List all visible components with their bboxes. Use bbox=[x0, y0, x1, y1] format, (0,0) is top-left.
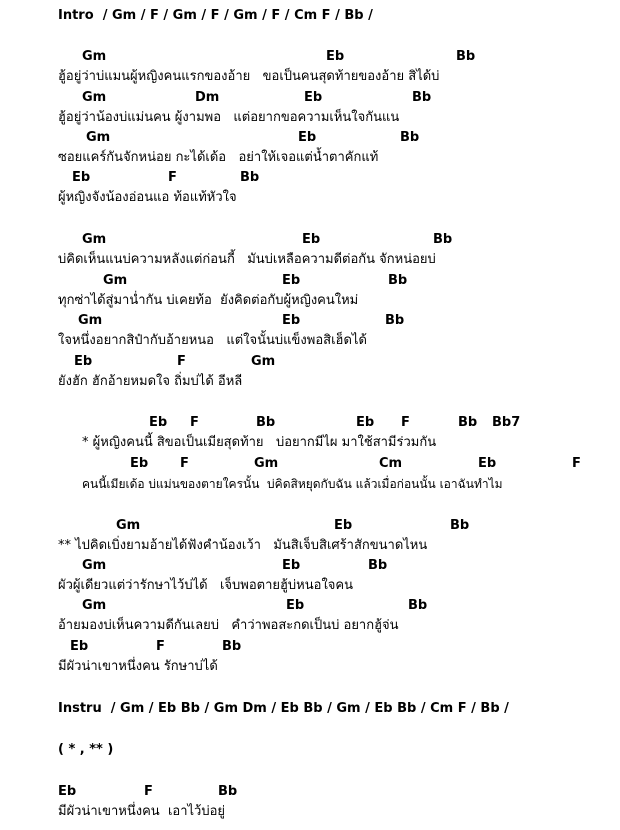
chord: Bb bbox=[218, 784, 238, 799]
chorus2-lyric-row-1 bbox=[0, 538, 620, 558]
chord: Eb bbox=[286, 598, 305, 613]
verse1-lyric-row-2 bbox=[0, 110, 620, 130]
chord: Bb bbox=[408, 598, 428, 613]
lyric-line: ผัวผู้เดียวแต่ว่ารักษาไว้บ่ได้ เจ็บพอตายฮู้บ่หนอใจคน bbox=[58, 578, 353, 593]
chorus2-chord-row-3 bbox=[0, 598, 620, 618]
chord: Bb bbox=[412, 90, 432, 105]
chorus2-chord-row-1 bbox=[0, 518, 620, 538]
lyric-line: ฮู้อยู่ว่าบ่แมนผู้หญิงคนแรกของอ้าย ขอเป็นคนสุดท้ายของอ้าย สิได้บ่ bbox=[58, 69, 440, 84]
chord: F bbox=[177, 354, 186, 369]
chord: F bbox=[144, 784, 153, 799]
verse1-chord-row-3 bbox=[0, 130, 620, 150]
repeat-marker: ( * , ** ) bbox=[58, 742, 114, 757]
outro-lyric-row bbox=[0, 804, 620, 824]
chord: Bb bbox=[368, 558, 388, 573]
chord: Gm bbox=[82, 90, 107, 105]
chord: Dm bbox=[195, 90, 220, 105]
chord: Bb bbox=[400, 130, 420, 145]
chord: Gm bbox=[103, 273, 128, 288]
verse2-lyric-row-2 bbox=[0, 293, 620, 313]
lyric-line: ผู้หญิงจังน้องอ่อนแอ ท้อแท้หัวใจ bbox=[58, 190, 237, 205]
chord: Gm bbox=[78, 313, 103, 328]
chord: Gm bbox=[82, 598, 107, 613]
chord: Bb bbox=[458, 415, 478, 430]
chord: Eb bbox=[149, 415, 168, 430]
chord: F bbox=[180, 456, 189, 471]
lyric-line: มีผัวน่าเขาหนึ่งคน เอาไว้บ่อยู่ bbox=[58, 804, 226, 819]
chorus1-chord-row-1 bbox=[0, 415, 620, 435]
verse1-chord-row-4 bbox=[0, 170, 620, 190]
verse1-lyric-row-4 bbox=[0, 190, 620, 210]
chord: Gm bbox=[86, 130, 111, 145]
chord: Gm bbox=[116, 518, 141, 533]
chord: Bb bbox=[456, 49, 476, 64]
lyric-line: คนนี้เมียเด้อ บ่แม่นของตายใครนั้น บ่คิดสิหยุดกับฉัน แล้วเมื่อก่อนนั้น เอาฉันทำไม bbox=[82, 477, 503, 491]
chord: Eb bbox=[334, 518, 353, 533]
chord: Bb bbox=[450, 518, 470, 533]
chord: Eb bbox=[478, 456, 497, 471]
chord: Eb bbox=[130, 456, 149, 471]
chord: Bb7 bbox=[492, 415, 521, 430]
chorus2-lyric-row-2 bbox=[0, 578, 620, 598]
chord: Eb bbox=[282, 273, 301, 288]
chord: Bb bbox=[256, 415, 276, 430]
chorus1-lyric-row-1 bbox=[0, 435, 620, 455]
chord: F bbox=[168, 170, 177, 185]
instru-progression: Instru / Gm / Eb Bb / Gm Dm / Eb Bb / Gm / Eb Bb / Cm F / Bb / bbox=[58, 701, 509, 716]
chord: Bb bbox=[433, 232, 453, 247]
lyric-line: บ่คิดเห็นแนบ่ความหลังแต่ก่อนกี้ มันบ่เหลือความดีต่อกัน จักหน่อยบ่ bbox=[58, 252, 436, 267]
outro-chord-row bbox=[0, 784, 620, 804]
chorus2-lyric-row-3 bbox=[0, 618, 620, 638]
repeat-line bbox=[0, 742, 620, 762]
chord: Eb bbox=[72, 170, 91, 185]
verse1-chord-row-1 bbox=[0, 49, 620, 69]
chord: Gm bbox=[82, 558, 107, 573]
chord: Eb bbox=[58, 784, 77, 799]
lyric-line: ฮู้อยู่ว่าน้องบ่แม่นคน ผู้งามพอ แต่อยากขอความเห็นใจกันแน bbox=[58, 110, 400, 125]
chord: Eb bbox=[298, 130, 317, 145]
chord: Bb bbox=[222, 639, 242, 654]
verse2-lyric-row-3 bbox=[0, 333, 620, 353]
lyric-line: ซอยแคร์กันจักหน่อย กะได้เด้อ อย่าให้เจอแต่น้ำตาคักแท้ bbox=[58, 150, 379, 165]
chord: F bbox=[156, 639, 165, 654]
chord: Eb bbox=[302, 232, 321, 247]
chord: Bb bbox=[385, 313, 405, 328]
chord: Gm bbox=[82, 232, 107, 247]
lyric-line: มีผัวน่าเขาหนึ่งคน รักษาบ่ได้ bbox=[58, 659, 218, 674]
chorus2-chord-row-4 bbox=[0, 639, 620, 659]
verse2-chord-row-4 bbox=[0, 354, 620, 374]
instru-line bbox=[0, 701, 620, 721]
chord: Eb bbox=[282, 558, 301, 573]
verse1-lyric-row-3 bbox=[0, 150, 620, 170]
chord: F bbox=[190, 415, 199, 430]
verse2-chord-row-3 bbox=[0, 313, 620, 333]
chord: F bbox=[572, 456, 581, 471]
chord: Gm bbox=[254, 456, 279, 471]
chord: Gm bbox=[82, 49, 107, 64]
chord: Bb bbox=[240, 170, 260, 185]
chord: Cm bbox=[379, 456, 403, 471]
lyric-line: ใจหนึ่งอยากสิป๋ากับอ้ายหนอ แต่ใจนั้นบ่แข็งพอสิเฮ็ดได้ bbox=[58, 333, 367, 348]
chord: Gm bbox=[251, 354, 276, 369]
chord: Eb bbox=[70, 639, 89, 654]
lyric-line: ยังฮัก ฮักอ้ายหมดใจ ถิ่มบ่ได้ อีหลี bbox=[58, 374, 243, 389]
chord: Eb bbox=[356, 415, 375, 430]
chorus2-chord-row-2 bbox=[0, 558, 620, 578]
chord: Eb bbox=[74, 354, 93, 369]
lyric-line: ทุกซ่าได้สู่มาน่ำกัน บ่เคยท้อ ยังคิดต่อกับผู้หญิงคนใหม่ bbox=[58, 293, 359, 308]
verse2-chord-row-1 bbox=[0, 232, 620, 252]
chord: Eb bbox=[304, 90, 323, 105]
lyric-line: อ้ายมองบ่เห็นความดีกันเลยบ่ คำว่าพอสะกดเป็นบ่ อยากฮู้จ่น bbox=[58, 618, 399, 633]
chord: Bb bbox=[388, 273, 408, 288]
verse2-chord-row-2 bbox=[0, 273, 620, 293]
lyric-line: ** ไปคิดเบิ่งยามอ้ายได้ฟังคำน้องเว้า มันสิเจ็บสิเศร้าสักขนาดไหน bbox=[58, 538, 428, 553]
chorus1-chord-row-2 bbox=[0, 456, 620, 476]
chord: F bbox=[401, 415, 410, 430]
chord: Eb bbox=[326, 49, 345, 64]
lyric-line: * ผู้หญิงคนนี้ สิขอเป็นเมียสุดท้าย บ่อยากมีไผ มาใช้สามีร่วมกัน bbox=[82, 435, 437, 450]
verse1-lyric-row-1 bbox=[0, 69, 620, 89]
chorus1-lyric-row-2 bbox=[0, 476, 620, 496]
intro-line bbox=[0, 8, 620, 28]
verse2-lyric-row-4 bbox=[0, 374, 620, 394]
verse1-chord-row-2 bbox=[0, 90, 620, 110]
intro-progression: Intro / Gm / F / Gm / F / Gm / F / Cm F / Bb / bbox=[58, 8, 373, 23]
verse2-lyric-row-1 bbox=[0, 252, 620, 272]
chorus2-lyric-row-4 bbox=[0, 659, 620, 679]
chord: Eb bbox=[282, 313, 301, 328]
